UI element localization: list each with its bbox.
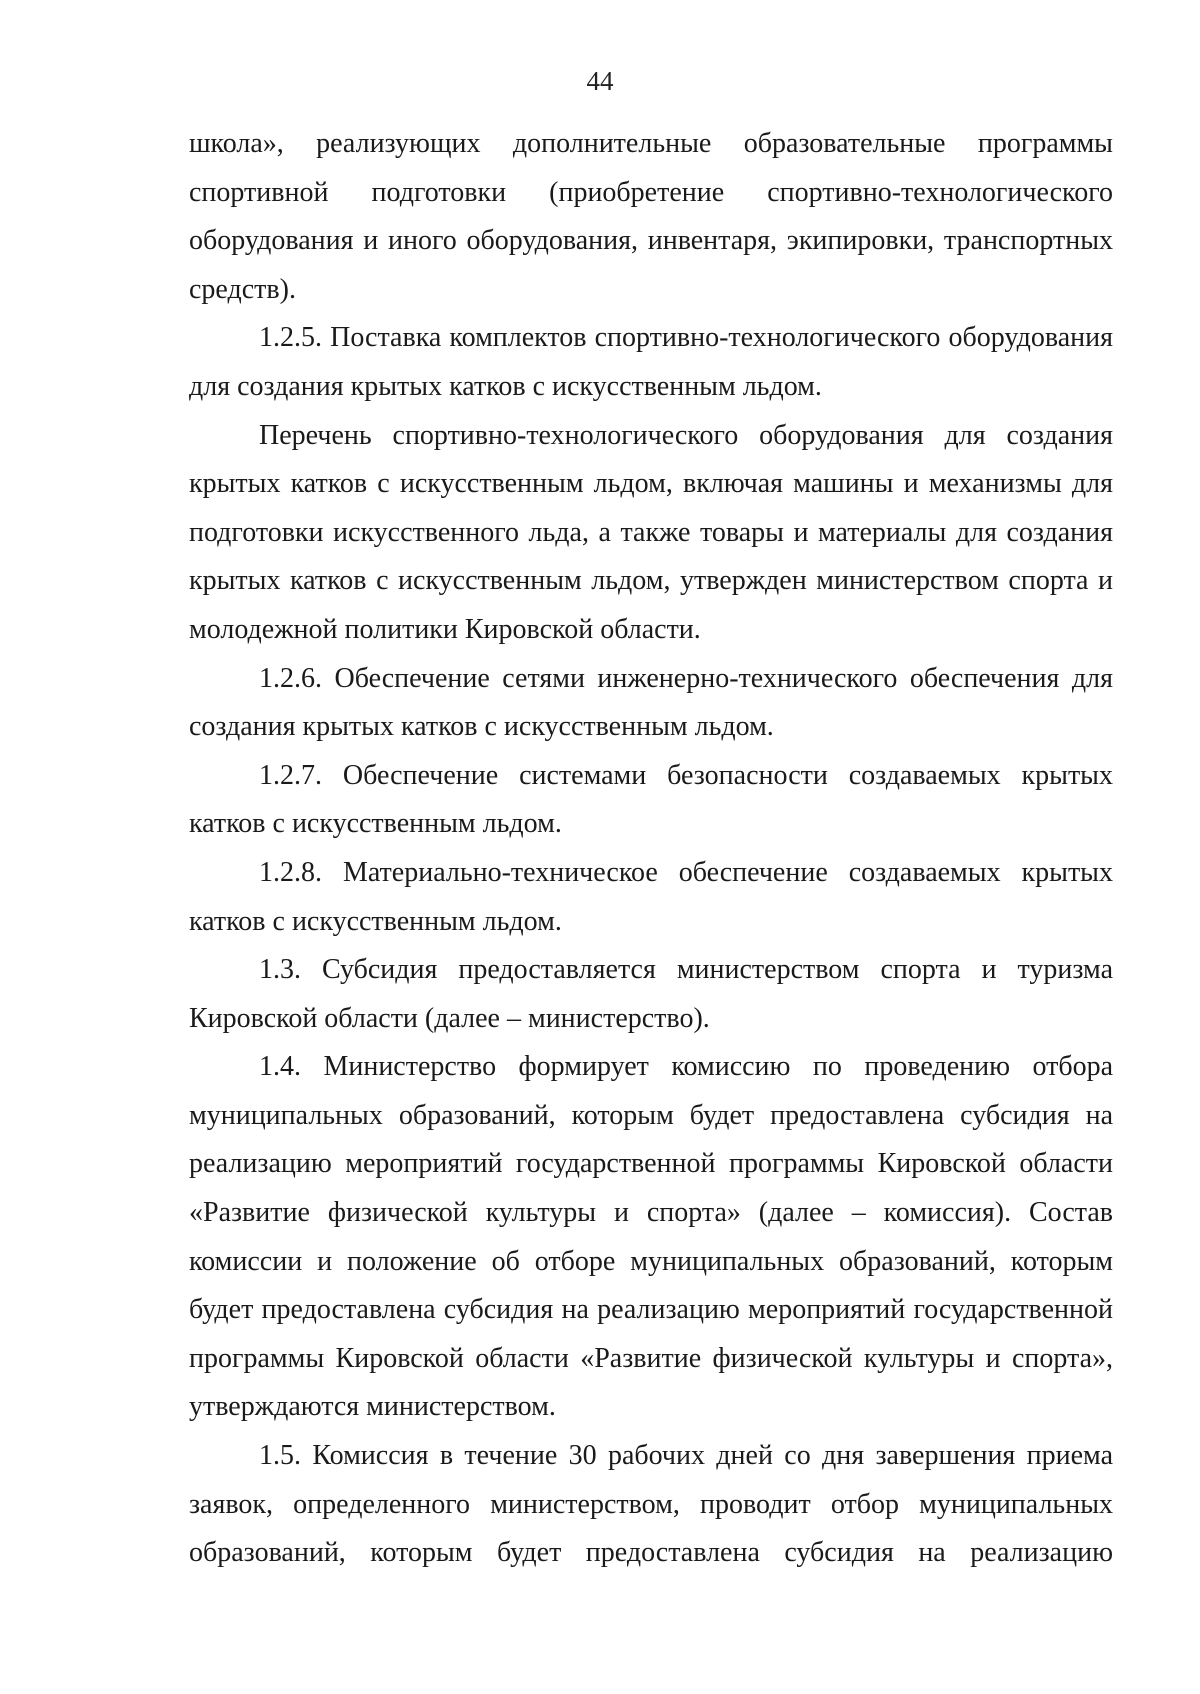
paragraph-continuation: школа», реализующих дополнительные образовательные программы спортивной подготовки (приобретение спортивно-технологического оборудования и иного оборудования, инвентаря, экипировки, транспортных средств). [189, 128, 1113, 305]
paragraph-1-5: 1.5. Комиссия в течение 30 рабочих дней со дня завершения приема заявок, определенного министерством, проводит отбор муниципальных образований, которым будет предоставлена субсидия на реализацию [189, 1440, 1113, 1569]
paragraph-1-4: 1.4. Министерство формирует комиссию по проведению отбора муниципальных образований, которым будет предоставлена субсидия на реализацию мероприятий государственной программы Кировской области «Развитие физической культуры и спорта» (далее – комиссия). Состав комиссии и положение об отборе муниципальных образований, которым будет предоставлена субсидия на реализацию мероприятий государственной программы Кировской области «Развитие физической культуры и спорта», утверждаются министерством. [189, 1051, 1113, 1423]
paragraph-1-2-8: 1.2.8. Материально-техническое обеспечение создаваемых крытых катков с искусственным льдом. [189, 856, 1113, 937]
paragraph-1-2-6: 1.2.6. Обеспечение сетями инженерно-технического обеспечения для создания крытых катков с искусственным льдом. [189, 662, 1113, 743]
page-number: 44 [586, 66, 614, 96]
paragraph-equipment-list: Перечень спортивно-технологического оборудования для создания крытых катков с искусственным льдом, включая машины и механизмы для подготовки искусственного льда, а также товары и материалы для создания крытых катков с искусственным льдом, утвержден министерством спорта и молодежной политики Кировской области. [189, 419, 1113, 645]
paragraph-1-2-5: 1.2.5. Поставка комплектов спортивно-технологического оборудования для создания крытых катков с искусственным льдом. [189, 322, 1113, 402]
paragraph-1-3: 1.3. Субсидия предоставляется министерством спорта и туризма Кировской области (далее – министерство). [189, 954, 1113, 1034]
document-body [189, 120, 1113, 1578]
paragraph-1-2-7: 1.2.7. Обеспечение системами безопасности создаваемых крытых катков с искусственным льдом. [189, 759, 1113, 840]
